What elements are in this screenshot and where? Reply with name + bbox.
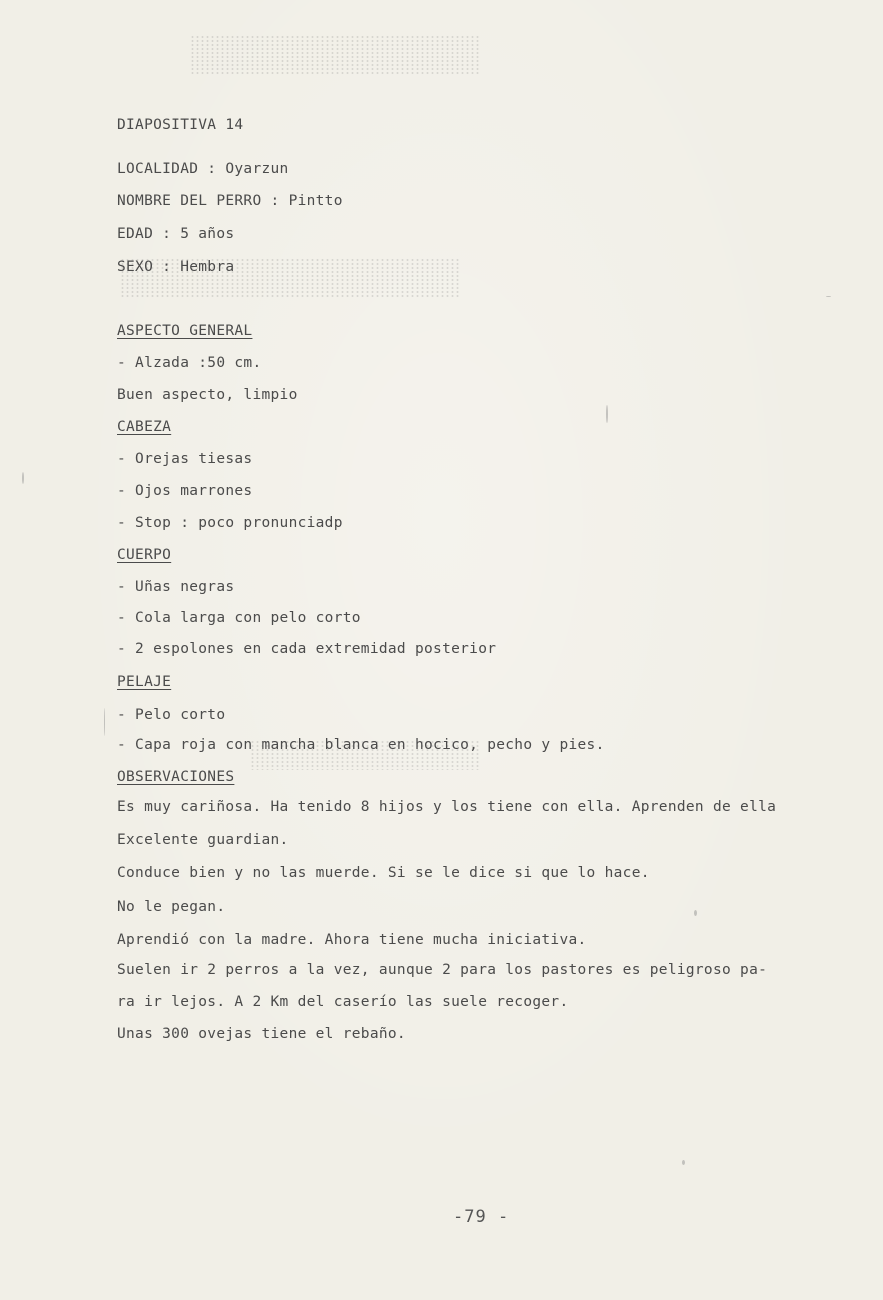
observaciones-line: Excelente guardian. xyxy=(117,832,289,848)
cuerpo-line: - Cola larga con pelo corto xyxy=(117,610,361,626)
cuerpo-line: - Uñas negras xyxy=(117,579,235,595)
cabeza-line: - Stop : poco pronunciadp xyxy=(117,515,343,531)
scan-mark xyxy=(22,472,24,484)
pelaje-line: - Capa roja con mancha blanca en hocico, pecho y pies. xyxy=(117,737,605,753)
cabeza-line: - Orejas tiesas xyxy=(117,451,253,467)
pelaje-line: - Pelo corto xyxy=(117,707,226,723)
observaciones-line: Conduce bien y no las muerde. Si se le dice si que lo hace. xyxy=(117,865,650,881)
aspecto-line: Buen aspecto, limpio xyxy=(117,387,298,403)
document-title: DIAPOSITIVA 14 xyxy=(117,117,244,133)
heading-cuerpo: CUERPO xyxy=(117,547,172,563)
page-number: -79 - xyxy=(453,1207,510,1227)
scan-mark xyxy=(104,708,105,736)
scan-noise xyxy=(190,35,480,75)
heading-pelaje: PELAJE xyxy=(117,674,172,690)
cabeza-line: - Ojos marrones xyxy=(117,483,253,499)
heading-cabeza: CABEZA xyxy=(117,419,172,435)
field-nombre-perro: NOMBRE DEL PERRO : Pintto xyxy=(117,193,343,209)
scan-mark xyxy=(606,405,608,423)
observaciones-line: Aprendió con la madre. Ahora tiene mucha iniciativa. xyxy=(117,932,587,948)
observaciones-line: Unas 300 ovejas tiene el rebaño. xyxy=(117,1026,406,1042)
field-edad: EDAD : 5 años xyxy=(117,226,235,242)
heading-observaciones: OBSERVACIONES xyxy=(117,769,235,785)
scan-mark xyxy=(826,296,831,297)
observaciones-line: Suelen ir 2 perros a la vez, aunque 2 para los pastores es peligroso pa- xyxy=(117,962,768,978)
scan-mark xyxy=(694,910,697,916)
field-sexo: SEXO : Hembra xyxy=(117,259,235,275)
observaciones-line: No le pegan. xyxy=(117,899,226,915)
scan-mark xyxy=(682,1160,685,1165)
observaciones-line: Es muy cariñosa. Ha tenido 8 hijos y los tiene con ella. Aprenden de ella xyxy=(117,799,777,815)
aspecto-line: - Alzada :50 cm. xyxy=(117,355,262,371)
cuerpo-line: - 2 espolones en cada extremidad posterior xyxy=(117,641,497,657)
observaciones-line: ra ir lejos. A 2 Km del caserío las suele recoger. xyxy=(117,994,569,1010)
heading-aspecto-general: ASPECTO GENERAL xyxy=(117,323,253,339)
field-localidad: LOCALIDAD : Oyarzun xyxy=(117,161,289,177)
